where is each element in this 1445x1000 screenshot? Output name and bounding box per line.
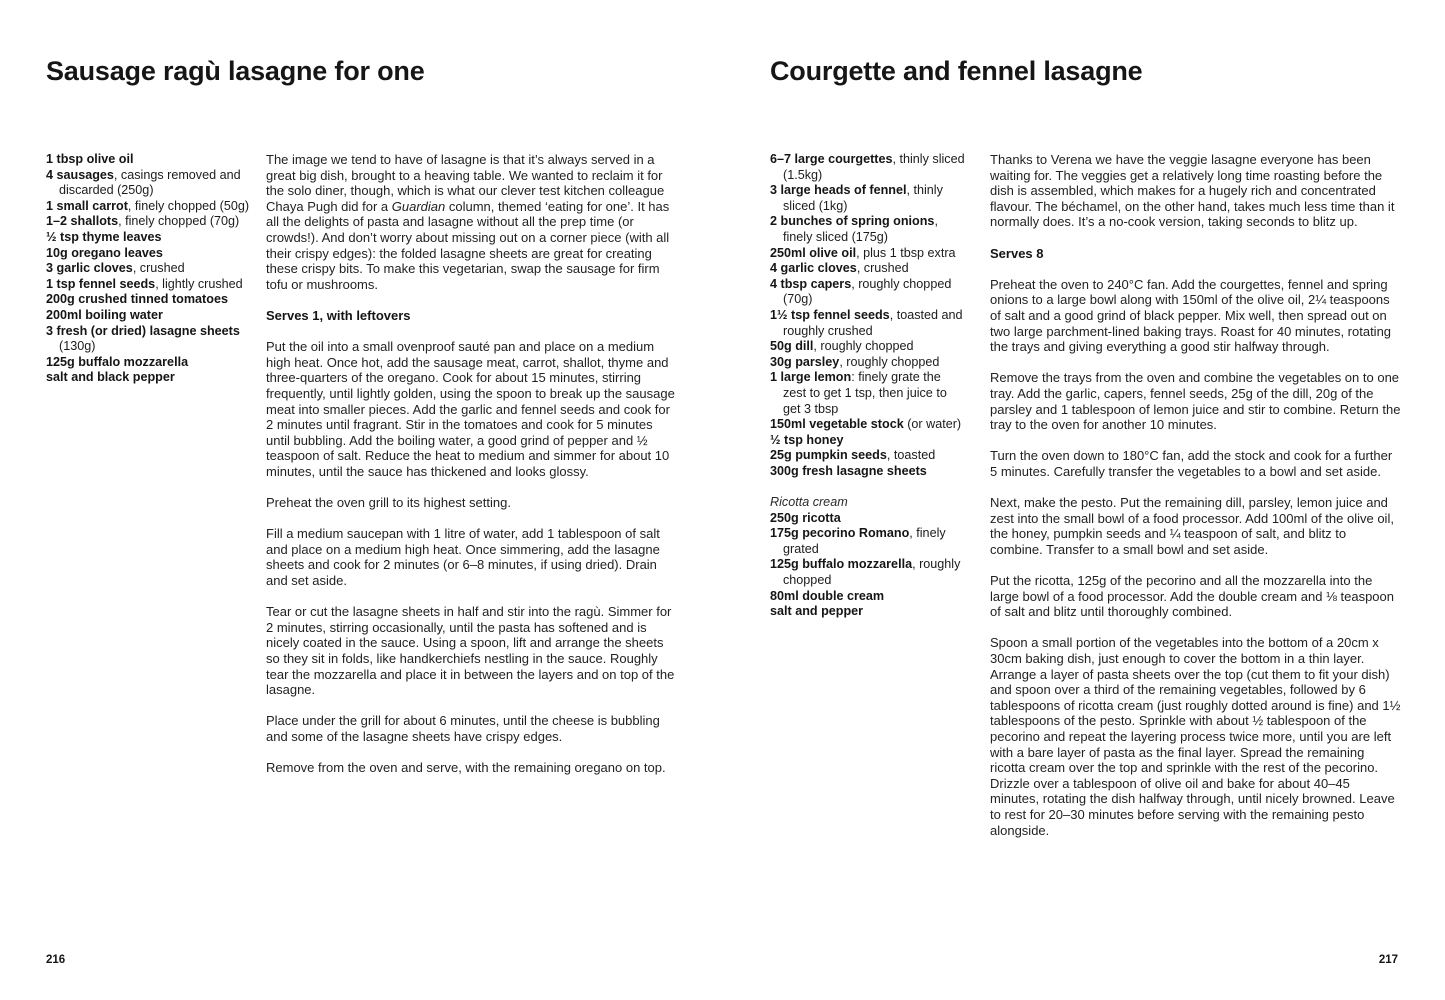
right-page xyxy=(722,0,1445,1000)
ingredient-item: 2 bunches of spring onions, finely sliced (175g) xyxy=(770,214,938,244)
ingredient-item: 3 fresh (or dried) lasagne sheets (130g) xyxy=(46,323,240,354)
ingredient-item: 4 garlic cloves, crushed xyxy=(770,261,909,276)
ingredient-item: 200ml boiling water xyxy=(46,307,163,322)
method-paragraph: Next, make the pesto. Put the remaining dill, parsley, lemon juice and zest into the small bowl of a food processor. Add 100ml of the olive oil, the honey, pumpkin seeds and ¼ teaspoon of salt, and blitz to combine. Transfer to a small bowl and set aside. xyxy=(990,495,1394,557)
page-number-left: 216 xyxy=(46,954,66,966)
ingredient-item: 6–7 large courgettes, thinly sliced (1.5kg) xyxy=(770,152,965,182)
ingredient-item: 125g buffalo mozzarella, roughly chopped xyxy=(770,557,961,588)
method-paragraph: Spoon a small portion of the vegetables into the bottom of a 20cm x 30cm baking dish, just enough to cover the bottom in a thin layer. Arrange a layer of pasta sheets over the top (cut them to fit your dish) and spoon over a third of the remaining vegetables, followed by 6 tablespoons of ricotta cream (just roughly dotted around is fine) and 1½ tablespoons of the pesto. Sprinkle with about ½ tablespoon of the pecorino and repeat the layering process twice more, until you are left with a bare layer of pasta as the final layer. Spread the remaining ricotta cream over the top and sprinkle with the rest of the pecorino. Drizzle over a tablespoon of olive oil and bake for about 40–45 minutes, rotating the dish halfway through, until nicely browned. Leave to rest for 20–30 minutes before serving with the remaining pesto alongside. xyxy=(990,635,1401,838)
method-paragraph: The image we tend to have of lasagne is that it’s always served in a great big dish, brought to a heaving table. We wanted to reclaim it for the solo diner, though, which is what our clever test kitchen colleague Chaya Pugh did for a Guardian column, themed ‘eating for one’. It has all the delights of pasta and lasagne without all the prep time (or crowds!). And don’t worry about missing out on a corner piece (with all their crispy edges): the folded lasagne sheets are great for creating these crispy bits. To make this vegetarian, swap the sausage for firm tofu or mushrooms. xyxy=(266,152,670,292)
ingredients-list-right xyxy=(770,152,966,620)
recipe-title-left: Sausage ragù lasagne for one xyxy=(46,56,425,86)
method-paragraph: Preheat the oven grill to its highest setting. xyxy=(266,495,511,511)
ingredient-item: 25g pumpkin seeds, toasted xyxy=(770,448,936,463)
method-paragraph: Preheat the oven to 240°C fan. Add the courgettes, fennel and spring onions to a large bowl along with 150ml of the olive oil, 2¼ teaspoons of salt and a good grind of black pepper. Mix well, then spread out on two large parchment-lined baking trays. Roast for 40 minutes, rotating the trays and giving everything a good stir halfway through. xyxy=(990,276,1392,355)
left-page xyxy=(0,0,722,1000)
ingredient-item: ½ tsp thyme leaves xyxy=(46,229,162,244)
ingredient-item: 125g buffalo mozzarella xyxy=(46,354,189,369)
ingredient-group-label: Ricotta cream xyxy=(770,495,848,510)
ingredient-item: 80ml double cream xyxy=(770,588,885,603)
method-column-left xyxy=(266,152,680,776)
ingredient-item: 175g pecorino Romano, finely grated xyxy=(770,526,946,556)
method-paragraph: Put the ricotta, 125g of the pecorino and all the mozzarella into the large bowl of a food processor. Add the double cream and ⅛ teaspoon of salt and blitz until thoroughly combined. xyxy=(990,573,1394,620)
ingredient-item: salt and pepper xyxy=(770,604,864,619)
method-column-right xyxy=(990,152,1402,838)
method-paragraph: Turn the oven down to 180°C fan, add the stock and cook for a further 5 minutes. Carefully transfer the vegetables to a bowl and set aside. xyxy=(990,448,1393,479)
ingredient-item: 1½ tsp fennel seeds, toasted and roughly crushed xyxy=(770,307,963,338)
serves-heading: Serves 8 xyxy=(990,245,1044,261)
serves-heading: Serves 1, with leftovers xyxy=(266,307,411,323)
recipe-title-right: Courgette and fennel lasagne xyxy=(770,56,1143,86)
ingredient-item: 3 large heads of fennel, thinly sliced (1kg) xyxy=(770,183,943,213)
method-paragraph: Tear or cut the lasagne sheets in half and stir into the ragù. Simmer for 2 minutes, stirring occasionally, until the pasta has softened and is nicely coated in the sauce. Using a spoon, lift and arrange the sheets so they sit in folds, like handkerchiefs nestling in the sauce. Roughly tear the mozzarella and place it in between the layers and on top of the lasagne. xyxy=(266,604,675,698)
ingredient-item: 1 large lemon: finely grate the zest to get 1 tsp, then juice to get 3 tbsp xyxy=(770,370,947,416)
ingredient-item: 250ml olive oil, plus 1 tbsp extra xyxy=(770,245,956,260)
method-paragraph: Fill a medium saucepan with 1 litre of water, add 1 tablespoon of salt and place on a medium high heat. Once simmering, add the lasagne sheets and cook for 2 minutes (or 6–8 minutes, if using dried). Drain and set aside. xyxy=(266,526,660,589)
ingredient-item: 300g fresh lasagne sheets xyxy=(770,463,927,478)
ingredient-item: 1 tbsp olive oil xyxy=(46,152,134,166)
method-paragraph: Put the oil into a small ovenproof sauté pan and place on a medium high heat. Once hot, add the sausage meat, carrot, shallot, thyme and three-quarters of the oregano. Cook for about 15 minutes, stirring frequently, until lightly golden, using the spoon to break up the sausage meat into smaller pieces. Add the garlic and fennel seeds and cook for 2 minutes until fragrant. Stir in the tomatoes and cook for 5 minutes until bubbling. Add the boiling water, a good grind of pepper and ½ teaspoon of salt. Reduce the heat to medium and simmer for about 10 minutes, until the sauce has thickened and looks glossy. xyxy=(266,339,675,479)
ingredient-item: 4 sausages, casings removed and discarded (250g) xyxy=(46,167,241,198)
method-paragraph: Remove the trays from the oven and combine the vegetables on to one tray. Add the garlic, capers, fennel seeds, 25g of the dill, 20g of the parsley and 1 tablespoon of lemon juice and stir to combine. Return the tray to the oven for another 10 minutes. xyxy=(990,370,1401,433)
ingredients-list-left xyxy=(46,152,258,386)
ingredient-item: 1 tsp fennel seeds, lightly crushed xyxy=(46,276,243,291)
ingredient-item: salt and black pepper xyxy=(46,370,175,385)
ingredient-item: 250g ricotta xyxy=(770,510,841,525)
ingredient-item: ½ tsp honey xyxy=(770,432,844,447)
ingredient-item: 200g crushed tinned tomatoes xyxy=(46,292,228,307)
ingredient-item: 4 tbsp capers, roughly chopped (70g) xyxy=(770,276,952,307)
ingredient-item: 3 garlic cloves, crushed xyxy=(46,261,185,276)
ingredient-item: 1–2 shallots, finely chopped (70g) xyxy=(46,214,240,229)
ingredient-item: 150ml vegetable stock (or water) xyxy=(770,417,962,432)
method-paragraph: Thanks to Verena we have the veggie lasagne everyone has been waiting for. The veggies get a relatively long time roasting before the dish is assembled, which makes for a hugely rich and concentrated flavour. The béchamel, on the other hand, takes much less time than it normally does. It’s a no-cook version, taking seconds to blitz up. xyxy=(990,152,1395,230)
method-paragraph: Place under the grill for about 6 minutes, until the cheese is bubbling and some of the lasagne sheets have crispy edges. xyxy=(266,713,660,744)
ingredient-item: 1 small carrot, finely chopped (50g) xyxy=(46,198,250,213)
ingredient-item: 50g dill, roughly chopped xyxy=(770,339,914,354)
ingredient-item: 10g oregano leaves xyxy=(46,245,163,260)
ingredient-item: 30g parsley, roughly chopped xyxy=(770,354,940,369)
page-number-right: 217 xyxy=(1378,954,1398,966)
method-paragraph: Remove from the oven and serve, with the remaining oregano on top. xyxy=(266,760,666,776)
